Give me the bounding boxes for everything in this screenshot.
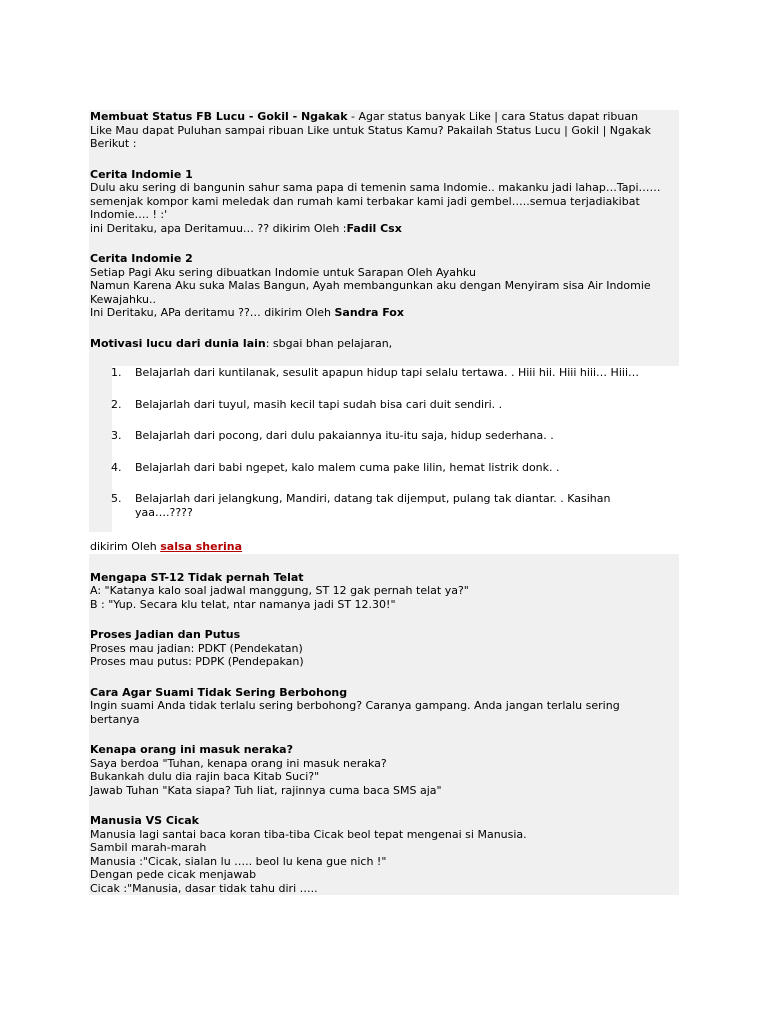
sender-prefix: dikirim Oleh — [90, 540, 161, 553]
sender-line — [89, 540, 679, 554]
joke-suami — [89, 686, 679, 727]
joke-jadian-line-1: Proses mau jadian: PDKT (Pendekatan) — [90, 641, 303, 655]
joke-neraka — [89, 743, 679, 797]
joke-cicak-line-2: Sambil marah-marah — [90, 841, 207, 854]
joke-neraka-line-3: Jawab Tuhan "Kata siapa? Tuh liat, rajinnya cuma baca SMS aja" — [90, 783, 442, 797]
list-item-text: Belajarlah dari tuyul, masih kecil tapi sudah bisa cari duit sendiri. . — [135, 397, 503, 411]
intro-line-1 — [90, 110, 677, 124]
joke-suami-line-1: Ingin suami Anda tidak terlalu sering berbohong? Caranya gampang. Anda jangan terlalu sering — [90, 699, 620, 712]
list-item-number: 1. — [111, 366, 122, 379]
list-item-text: Belajarlah dari kuntilanak, sesulit apapun hidup tapi selalu tertawa. . Hiii hii. Hiii hiii… Hiii… — [135, 366, 639, 379]
sender-link[interactable]: salsa sherina — [160, 540, 243, 553]
motivasi-header — [89, 337, 679, 351]
joke-st12-line-2: B : "Yup. Secara klu telat, ntar namanya jadi ST 12.30!" — [90, 597, 396, 611]
intro-line-2: Like Mau dapat Puluhan sampai ribuan Like untuk Status Kamu? Pakailah Status Lucu | Gokil | Ngakak — [90, 123, 652, 137]
story-2-line-2: Namun Karena Aku suka Malas Bangun, Ayah membangunkan aku dengan Menyiram sisa Air Indomie — [90, 279, 651, 292]
story-1 — [89, 168, 679, 236]
intro-text-1: - Agar status banyak Like | cara Status dapat ribuan — [347, 110, 639, 123]
joke-suami-line-2: bertanya — [90, 712, 140, 726]
joke-jadian-title: Proses Jadian dan Putus — [90, 628, 241, 641]
story-2-line-4-text: Ini Deritaku, APa deritamu ??… dikirim Oleh — [90, 306, 335, 319]
list-item-text: Belajarlah dari pocong, dari dulu pakaiannya itu-itu saja, hidup sederhana. . — [135, 429, 554, 442]
motivasi-list-item — [89, 366, 655, 380]
joke-jadian-line-2: Proses mau putus: PDPK (Pendepakan) — [90, 655, 304, 668]
motivasi-list-item — [89, 492, 655, 519]
joke-cicak-line-1: Manusia lagi santai baca koran tiba-tiba Cicak beol tepat mengenai si Manusia. — [90, 827, 527, 841]
joke-cicak — [89, 814, 679, 895]
spacer — [89, 235, 679, 252]
spacer — [89, 669, 679, 686]
joke-cicak-line-5: Cicak :"Manusia, dasar tidak tahu diri ….. — [90, 881, 318, 895]
joke-cicak-title: Manusia VS Cicak — [90, 814, 199, 827]
spacer — [89, 554, 679, 571]
motivasi-title: Motivasi lucu dari dunia lain — [90, 336, 266, 350]
joke-neraka-line-2: Bukankah dulu dia rajin baca Kitab Suci?" — [90, 770, 320, 783]
spacer — [89, 320, 679, 337]
spacer — [89, 151, 679, 168]
list-item-number: 3. — [111, 429, 122, 442]
intro-line-3: Berikut : — [90, 137, 137, 150]
story-2-line-1: Setiap Pagi Aku sering dibuatkan Indomie untuk Sarapan Oleh Ayahku — [90, 265, 476, 279]
motivasi-list-wrap — [89, 366, 679, 519]
spacer — [89, 797, 679, 814]
joke-suami-title: Cara Agar Suami Tidak Sering Berbohong — [90, 685, 348, 699]
motivasi-subtitle: : sbgai bhan pelajaran, — [265, 336, 393, 350]
spacer — [89, 726, 679, 743]
story-1-line-3: Indomie…. ! :' — [90, 208, 168, 221]
intro-title: Membuat Status FB Lucu - Gokil - Ngakak — [90, 110, 348, 123]
story-1-line-4 — [90, 222, 677, 236]
intro-section — [89, 110, 679, 151]
spacer — [89, 350, 679, 366]
joke-st12-line-1: A: "Katanya kalo soal jadwal manggung, ST 12 gak pernah telat ya?" — [90, 584, 469, 597]
story-1-author: Fadil Csx — [346, 221, 402, 235]
story-2-line-3: Kewajahku.. — [90, 292, 156, 306]
joke-jadian — [89, 628, 679, 669]
joke-st12-title: Mengapa ST-12 Tidak pernah Telat — [90, 570, 304, 584]
motivasi-list-item — [89, 429, 655, 443]
article — [89, 110, 679, 895]
story-1-line-2: semenjak kompor kami meledak dan rumah kami terbakar kami jadi gembel…..semua terjadiakibat — [90, 194, 640, 208]
joke-cicak-line-3: Manusia :"Cicak, sialan lu ….. beol lu kena gue nich !" — [90, 854, 387, 868]
motivasi-list — [89, 366, 679, 519]
story-1-title: Cerita Indomie 1 — [90, 167, 193, 181]
story-2 — [89, 252, 679, 320]
story-2-author: Sandra Fox — [334, 306, 404, 319]
story-2-line-4 — [90, 306, 677, 320]
list-item-number: 2. — [111, 397, 122, 411]
list-item-text: Belajarlah dari jelangkung, Mandiri, datang tak dijemput, pulang tak diantar. . Kasihan yaa….???? — [135, 492, 611, 519]
list-item-number: 5. — [111, 492, 122, 505]
joke-neraka-line-1: Saya berdoa "Tuhan, kenapa orang ini masuk neraka? — [90, 756, 387, 770]
list-item-number: 4. — [111, 460, 122, 474]
story-1-line-4-text: ini Deritaku, apa Deritamuu… ?? dikirim Oleh : — [90, 221, 347, 235]
list-item-text: Belajarlah dari babi ngepet, kalo malem cuma pake lilin, hemat listrik donk. . — [135, 460, 560, 474]
story-1-line-1: Dulu aku sering di bangunin sahur sama papa di temenin sama Indomie.. makanku jadi lahap…Tapi…… — [90, 181, 661, 194]
motivasi-list-item — [89, 461, 655, 475]
joke-cicak-line-4: Dengan pede cicak menjawab — [90, 868, 257, 881]
story-2-title: Cerita Indomie 2 — [90, 252, 193, 265]
joke-neraka-title: Kenapa orang ini masuk neraka? — [90, 743, 293, 756]
spacer — [89, 611, 679, 628]
motivasi-list-item — [89, 398, 655, 412]
joke-st12 — [89, 571, 679, 612]
